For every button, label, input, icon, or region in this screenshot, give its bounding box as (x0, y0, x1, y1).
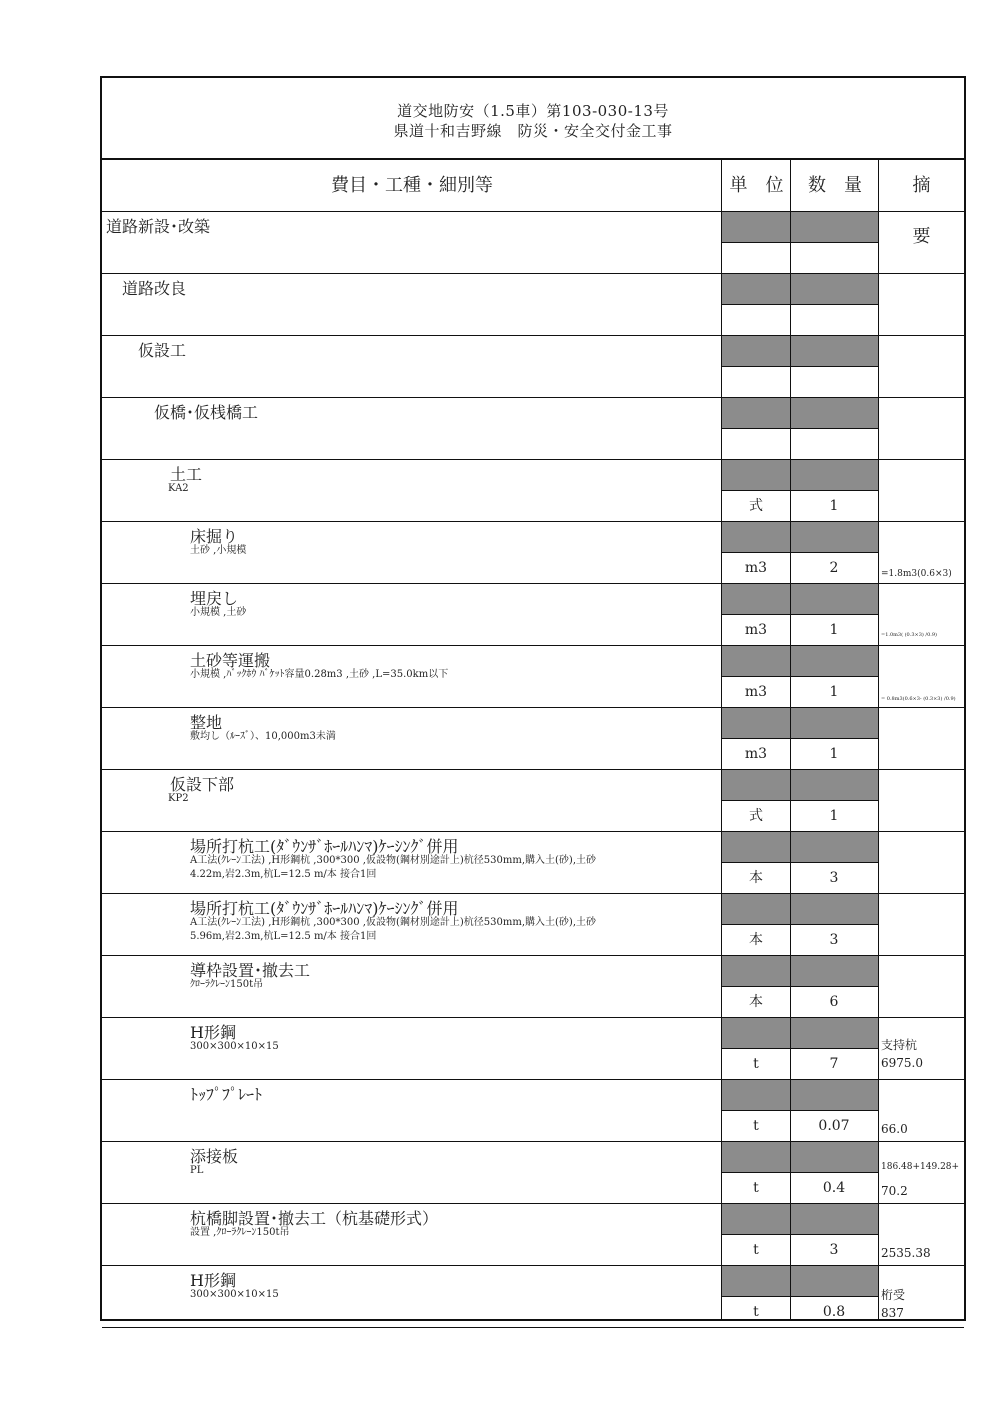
table-row (102, 460, 964, 522)
item-name: 仮設工 (138, 341, 187, 360)
quantity-cell: 1 (829, 498, 839, 514)
item-name: 道路改良 (122, 279, 187, 298)
shaded-cell (722, 460, 790, 490)
remark-line-2: =1.8m3(0.6×3) (881, 569, 952, 579)
shaded-cell (722, 1266, 790, 1296)
shaded-cell (722, 832, 790, 862)
remark-line-2: 66.0 (881, 1122, 908, 1136)
cell-divider (722, 428, 878, 429)
table-row (102, 646, 964, 708)
unit-cell: t (753, 1056, 759, 1072)
item-name: 仮橋･仮桟橋工 (154, 403, 259, 422)
item-spec: PL (190, 1165, 204, 1176)
item-spec: 敷均し（ﾙｰｽﾞ）、10,000m3未満 (190, 731, 336, 742)
item-name: 杭橋脚設置･撤去工（杭基礎形式） (190, 1209, 439, 1228)
cell-divider (722, 1048, 878, 1049)
header-unit: 単 位 (729, 175, 784, 196)
unit-cell: m3 (744, 622, 768, 638)
quantity-cell (791, 244, 877, 272)
quantity-cell: 3 (829, 932, 839, 948)
item-name: 土工 (170, 465, 203, 484)
table-row (102, 956, 964, 1018)
quantity-cell (791, 306, 877, 334)
quantity-cell: 1 (829, 684, 839, 700)
header-quantity: 数 量 (808, 175, 862, 196)
title-line-1: 道交地防安（1.5車）第103-030-13号 (397, 102, 669, 120)
remarks-cell (881, 212, 965, 273)
table-row (102, 1266, 964, 1328)
quantity-cell: 2 (829, 560, 839, 576)
item-spec: KA2 (168, 483, 189, 494)
quantity-cell: 6 (829, 994, 839, 1010)
cell-divider (722, 1234, 878, 1235)
shaded-cell (722, 398, 790, 428)
quantity-cell: 1 (829, 746, 839, 762)
item-spec: 300×300×10×15 (190, 1289, 279, 1300)
title-line-2: 県道十和吉野線 防災・安全交付金工事 (393, 122, 673, 140)
unit-cell: 式 (749, 498, 763, 514)
table-row (102, 522, 964, 584)
item-name: H形鋼 (190, 1023, 236, 1042)
cell-divider (722, 552, 878, 553)
cell-divider (722, 614, 878, 615)
shaded-cell (791, 274, 878, 304)
shaded-cell (722, 708, 790, 738)
remarks-cell (881, 1266, 965, 1327)
remark-line-1: 桁受 (881, 1288, 906, 1302)
remarks-cell (881, 398, 965, 459)
remark-line-2: 2535.38 (881, 1246, 931, 1260)
unit-cell: 本 (749, 994, 763, 1010)
unit-cell: t (753, 1180, 759, 1196)
cell-divider (722, 924, 878, 925)
table-row (102, 1080, 964, 1142)
shaded-cell (791, 1266, 878, 1296)
remarks-cell (881, 584, 965, 645)
quantity-cell: 3 (829, 870, 839, 886)
item-spec: 小規模 ,ﾊﾞｯｸﾎｳ ﾊﾞｹｯﾄ容量0.28m3 ,土砂 ,L=35.0km以下 (190, 669, 449, 680)
item-spec: KP2 (168, 793, 189, 804)
cell-divider (722, 1296, 878, 1297)
item-name: 導枠設置･撤去工 (190, 961, 311, 980)
shaded-cell (791, 522, 878, 552)
remarks-cell (881, 336, 965, 397)
item-spec: ｸﾛｰﾗｸﾚｰﾝ150t吊 (190, 979, 264, 990)
table-row (102, 274, 964, 336)
remark-line-2: 70.2 (881, 1184, 908, 1198)
cell-divider (722, 1172, 878, 1173)
quantity-cell: 0.07 (818, 1118, 850, 1134)
unit-cell (722, 368, 790, 396)
item-spec: 設置 ,ｸﾛｰﾗｸﾚｰﾝ150t吊 (190, 1227, 290, 1238)
cell-divider (722, 490, 878, 491)
shaded-cell (791, 956, 878, 986)
unit-cell: m3 (744, 560, 768, 576)
header-remarks: 摘 要 (912, 175, 985, 247)
shaded-cell (722, 770, 790, 800)
table-row (102, 708, 964, 770)
unit-cell: t (753, 1242, 759, 1258)
quantity-cell (791, 368, 877, 396)
remarks-cell (881, 460, 965, 521)
remark-line-2: 837 (881, 1306, 904, 1320)
unit-cell (722, 306, 790, 334)
shaded-cell (722, 584, 790, 614)
shaded-cell (722, 1142, 790, 1172)
quantity-cell: 1 (829, 622, 839, 638)
quantity-cell: 0.8 (822, 1304, 846, 1320)
table-row (102, 770, 964, 832)
quantity-cell: 7 (829, 1056, 839, 1072)
estimate-sheet (100, 76, 985, 1321)
shaded-cell (722, 212, 790, 242)
shaded-cell (722, 1018, 790, 1048)
cell-divider (722, 800, 878, 801)
table-row (102, 212, 964, 274)
shaded-cell (722, 336, 790, 366)
shaded-cell (722, 522, 790, 552)
shaded-cell (791, 646, 878, 676)
cell-divider (722, 1110, 878, 1111)
shaded-cell (791, 336, 878, 366)
item-name: 場所打杭工(ﾀﾞｳﾝｻﾞﾎｰﾙﾊﾝﾏ)ｹｰｼﾝｸﾞ併用 (190, 899, 459, 918)
table-row (102, 398, 964, 460)
item-name: 整地 (190, 713, 223, 732)
item-name: 土砂等運搬 (190, 651, 271, 670)
unit-cell: 本 (749, 870, 763, 886)
unit-cell: m3 (744, 684, 768, 700)
table-row (102, 336, 964, 398)
shaded-cell (791, 1204, 878, 1234)
table-row (102, 584, 964, 646)
header-item: 費目・工種・細別等 (331, 175, 493, 196)
shaded-cell (791, 1080, 878, 1110)
table-row (102, 894, 964, 956)
remarks-cell (881, 708, 965, 769)
remarks-cell (881, 956, 965, 1017)
table-row (102, 832, 964, 894)
item-spec: A工法(ｸﾚｰﾝ工法) ,H形鋼杭 ,300*300 ,仮設物(鋼材別途計上)杭径530mm,購入土(砂),土砂 4.22m,岩2.3m,杭L=12.5 m/本 接合1回 (190, 855, 597, 880)
remarks-cell (881, 274, 965, 335)
remarks-cell (881, 646, 965, 707)
remark-line-2: = 0.8m3(0.6×3- (0.3×3) /0.9) (881, 696, 956, 702)
remarks-cell (881, 1018, 965, 1079)
unit-cell: m3 (744, 746, 768, 762)
item-name: 埋戻し (190, 589, 239, 608)
shaded-cell (791, 212, 878, 242)
table-row (102, 1018, 964, 1080)
shaded-cell (791, 460, 878, 490)
shaded-cell (722, 894, 790, 924)
cell-divider (722, 738, 878, 739)
cell-divider (722, 986, 878, 987)
item-name: 添接板 (190, 1147, 239, 1166)
shaded-cell (791, 770, 878, 800)
remark-line-1: 支持杭 (881, 1038, 918, 1052)
remarks-cell (881, 832, 965, 893)
shaded-cell (722, 1080, 790, 1110)
remarks-cell (881, 522, 965, 583)
quantity-cell: 0.4 (822, 1180, 846, 1196)
cell-divider (722, 304, 878, 305)
unit-cell (722, 244, 790, 272)
shaded-cell (791, 894, 878, 924)
remarks-cell (881, 894, 965, 955)
shaded-cell (791, 398, 878, 428)
cell-divider (722, 862, 878, 863)
quantity-cell: 3 (829, 1242, 839, 1258)
shaded-cell (722, 1204, 790, 1234)
item-name: 床掘り (190, 527, 239, 546)
remark-line-1: 186.48+149.28+ (881, 1162, 960, 1172)
document-title (102, 78, 964, 160)
unit-cell: 式 (749, 808, 763, 824)
item-spec: 300×300×10×15 (190, 1041, 279, 1052)
item-name: 仮設下部 (170, 775, 235, 794)
shaded-cell (791, 1142, 878, 1172)
remarks-cell (881, 1204, 965, 1265)
shaded-cell (791, 708, 878, 738)
item-name: ﾄｯﾌﾟﾌﾟﾚｰﾄ (190, 1085, 263, 1104)
shaded-cell (722, 956, 790, 986)
shaded-cell (791, 1018, 878, 1048)
item-name: H形鋼 (190, 1271, 236, 1290)
table-row (102, 1142, 964, 1204)
remark-line-2: =1.0m3( (0.3×3) /0.9) (881, 632, 938, 638)
shaded-cell (722, 274, 790, 304)
unit-cell: t (753, 1304, 759, 1320)
unit-cell: t (753, 1118, 759, 1134)
shaded-cell (791, 832, 878, 862)
item-spec: 土砂 ,小規模 (190, 545, 247, 556)
item-spec: 小規模 ,土砂 (190, 607, 247, 618)
remarks-cell (881, 770, 965, 831)
table-row (102, 1204, 964, 1266)
unit-cell (722, 430, 790, 458)
cell-divider (722, 676, 878, 677)
shaded-cell (791, 584, 878, 614)
item-spec: A工法(ｸﾚｰﾝ工法) ,H形鋼杭 ,300*300 ,仮設物(鋼材別途計上)杭径530mm,購入土(砂),土砂 5.96m,岩2.3m,杭L=12.5 m/本 接合1回 (190, 917, 597, 942)
quantity-cell (791, 430, 877, 458)
cell-divider (722, 366, 878, 367)
unit-cell: 本 (749, 932, 763, 948)
remarks-cell (881, 1142, 965, 1203)
cell-divider (722, 242, 878, 243)
remark-line-2: 6975.0 (881, 1056, 923, 1070)
item-name: 道路新設･改築 (106, 217, 211, 236)
item-name: 場所打杭工(ﾀﾞｳﾝｻﾞﾎｰﾙﾊﾝﾏ)ｹｰｼﾝｸﾞ併用 (190, 837, 459, 856)
remarks-cell (881, 1080, 965, 1141)
quantity-cell: 1 (829, 808, 839, 824)
shaded-cell (722, 646, 790, 676)
